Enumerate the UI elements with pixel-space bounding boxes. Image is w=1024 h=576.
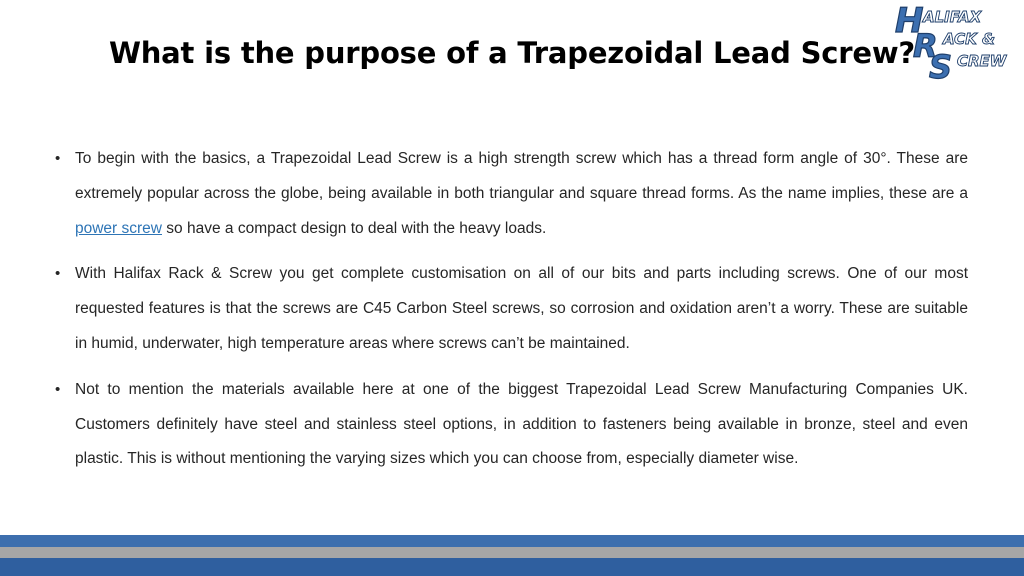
bullet-text: With Halifax Rack & Screw you get complete customisation on all of our bits and parts including screws. One of our most requested features is that the screws are C45 Carbon Steel screws, so corrosion and oxidation aren’t a worry. These are suitable in humid, underwater, high temperature areas where screws can’t be maintained. xyxy=(75,265,968,352)
bullet-text: so have a compact design to deal with the heavy loads. xyxy=(162,219,547,237)
footer-band-middle xyxy=(0,547,1024,558)
footer-band-bottom xyxy=(0,558,1024,576)
bullet-marker: • xyxy=(55,265,61,283)
bullet-list xyxy=(54,142,968,488)
logo-word-crew: CREW xyxy=(957,52,1007,70)
bullet-item xyxy=(54,142,968,246)
slide-title: What is the purpose of a Trapezoidal Lead Screw? xyxy=(108,36,916,70)
footer-band-top xyxy=(0,535,1024,547)
bullet-marker: • xyxy=(55,380,61,398)
bullet-item xyxy=(54,373,968,477)
logo-letter-r: R xyxy=(913,27,938,65)
logo-word-ack: ACK & xyxy=(943,30,996,48)
bullet-text: To begin with the basics, a Trapezoidal Lead Screw is a high strength screw which has a thread form angle of 30°. These are extremely popular across the globe, being available in both triangular and square thread forms. As the name implies, these are a xyxy=(75,150,968,202)
power-screw-link[interactable]: power screw xyxy=(75,219,162,237)
bullet-marker: • xyxy=(55,150,61,167)
halifax-rack-screw-logo xyxy=(893,2,1021,82)
bullet-item xyxy=(54,257,968,361)
logo-word-alifax: ALIFAX xyxy=(923,8,982,26)
logo-letter-s: S xyxy=(929,48,953,82)
logo-letter-h: H xyxy=(895,2,924,41)
bullet-text: Not to mention the materials available here at one of the biggest Trapezoidal Lead Screw Manufacturing Companies UK. Customers definitely have steel and stainless steel options, in addition to fasteners being available in bronze, steel and even plastic. This is without mentioning the varying sizes which you can choose from, especially diameter wise. xyxy=(75,380,968,468)
